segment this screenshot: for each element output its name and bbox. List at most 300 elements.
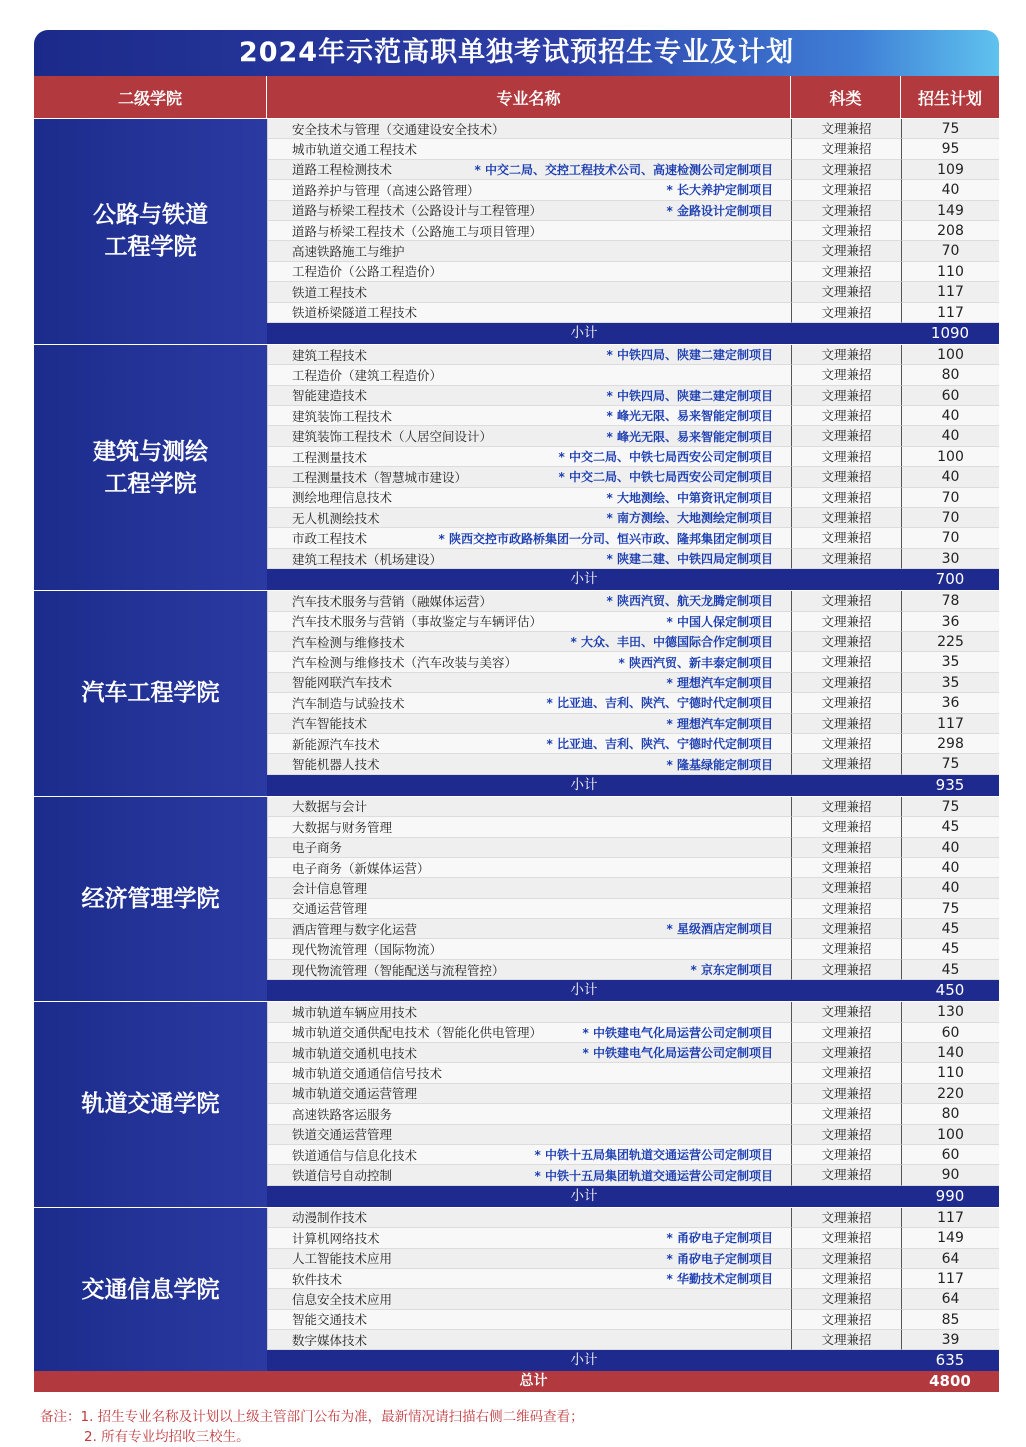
table-row — [267, 119, 999, 139]
major-name: 现代物流管理（国际物流） — [292, 942, 443, 958]
table-row — [267, 447, 999, 467]
table-row — [267, 1228, 999, 1248]
table-row — [267, 939, 999, 959]
subtotal-row — [267, 1186, 999, 1207]
custom-project-note: * 甬矽电子定制项目 — [666, 1231, 773, 1246]
major-name: 安全技术与管理（交通建设安全技术） — [292, 121, 505, 137]
subtotal-row — [267, 569, 999, 590]
custom-project-note: * 中铁四局、陕建二建定制项目 — [606, 348, 773, 363]
plan-cell: 110 — [901, 262, 999, 282]
plan-cell: 149 — [901, 1228, 999, 1248]
plan-cell: 75 — [901, 119, 999, 139]
category-cell: 文理兼招 — [791, 1084, 901, 1104]
subtotal-label: 小计 — [570, 1352, 598, 1369]
plan-cell: 117 — [901, 1269, 999, 1289]
plan-cell: 100 — [901, 447, 999, 467]
category-cell: 文理兼招 — [791, 426, 901, 446]
plan-cell: 40 — [901, 838, 999, 858]
college-name — [34, 345, 267, 590]
table-row — [267, 488, 999, 508]
category-cell: 文理兼招 — [791, 488, 901, 508]
table-row — [267, 1208, 999, 1228]
subtotal-value: 700 — [935, 570, 965, 589]
subtotal-value: 450 — [935, 981, 965, 1000]
custom-project-note: * 大地测绘、中第资讯定制项目 — [606, 490, 773, 505]
major-name: 无人机测绘技术 — [292, 510, 380, 526]
custom-project-note: * 京东定制项目 — [690, 963, 773, 978]
major-name: 软件技术 — [292, 1271, 343, 1287]
custom-project-note: * 中国人保定制项目 — [666, 614, 773, 629]
custom-project-note: * 中交二局、交控工程技术公司、高速检测公司定制项目 — [474, 162, 773, 177]
category-cell: 文理兼招 — [791, 734, 901, 754]
category-cell: 文理兼招 — [791, 899, 901, 919]
category-cell: 文理兼招 — [791, 1310, 901, 1330]
major-name: 工程测量技术 — [292, 449, 368, 465]
plan-cell: 40 — [901, 426, 999, 446]
major-name: 城市轨道交通供配电技术（智能化供电管理） — [292, 1025, 543, 1041]
major-name: 建筑装饰工程技术（人居空间设计） — [292, 429, 493, 445]
major-name: 酒店管理与数字化运营 — [292, 921, 418, 937]
custom-project-note: * 甬矽电子定制项目 — [666, 1251, 773, 1266]
plan-cell: 70 — [901, 241, 999, 261]
table-row — [267, 528, 999, 548]
major-name: 高速铁路施工与维护 — [292, 244, 405, 260]
header-major: 专业名称 — [267, 76, 791, 118]
major-name: 汽车智能技术 — [292, 716, 368, 732]
college-name — [34, 119, 267, 344]
major-name: 工程造价（建筑工程造价） — [292, 367, 443, 383]
major-name: 建筑装饰工程技术 — [292, 408, 393, 424]
subtotal-value: 635 — [935, 1351, 965, 1370]
major-name: 道路工程检测技术 — [292, 162, 393, 178]
category-cell: 文理兼招 — [791, 119, 901, 139]
table-row — [267, 139, 999, 159]
plan-cell: 75 — [901, 754, 999, 774]
major-name: 交通运营管理 — [292, 901, 368, 917]
plan-cell: 149 — [901, 201, 999, 221]
table-row — [267, 960, 999, 980]
table-row — [267, 693, 999, 713]
table-row — [267, 345, 999, 365]
custom-project-note: * 比亚迪、吉利、陕汽、宁德时代定制项目 — [546, 737, 773, 752]
custom-project-note: * 理想汽车定制项目 — [666, 716, 773, 731]
major-name: 城市轨道交通运营管理 — [292, 1086, 418, 1102]
category-cell: 文理兼招 — [791, 754, 901, 774]
category-cell: 文理兼招 — [791, 549, 901, 569]
category-cell: 文理兼招 — [791, 528, 901, 548]
major-name: 城市轨道交通工程技术 — [292, 142, 418, 158]
custom-project-note: * 大众、丰田、中德国际合作定制项目 — [570, 635, 773, 650]
category-cell: 文理兼招 — [791, 939, 901, 959]
major-name: 智能网联汽车技术 — [292, 675, 393, 691]
plan-cell: 140 — [901, 1043, 999, 1063]
plan-cell: 90 — [901, 1165, 999, 1185]
table-row — [267, 673, 999, 693]
major-name: 汽车技术服务与营销（事故鉴定与车辆评估） — [292, 614, 543, 630]
custom-project-note: * 峰光无限、易来智能定制项目 — [606, 429, 773, 444]
remarks-line-1: 1. 招生专业名称及计划以上级主管部门公布为准，最新情况请扫描右侧二维码查看； — [80, 1409, 584, 1425]
table-row — [267, 612, 999, 632]
table-row — [267, 241, 999, 261]
major-name: 汽车技术服务与营销（融媒体运营） — [292, 593, 493, 609]
college-name — [34, 1208, 267, 1372]
plan-cell: 225 — [901, 632, 999, 652]
college-section — [34, 590, 999, 796]
table-row — [267, 1165, 999, 1185]
custom-project-note: * 中铁建电气化局运营公司定制项目 — [582, 1025, 773, 1040]
table-row — [267, 160, 999, 180]
subtotal-label: 小计 — [570, 571, 598, 588]
category-cell: 文理兼招 — [791, 632, 901, 652]
major-name: 铁道交通运营管理 — [292, 1127, 393, 1143]
table-row — [267, 221, 999, 241]
plan-cell: 36 — [901, 693, 999, 713]
plan-cell: 40 — [901, 878, 999, 898]
plan-cell: 45 — [901, 817, 999, 837]
subtotal-label: 小计 — [570, 776, 598, 793]
subtotal-row — [267, 1350, 999, 1371]
plan-cell: 117 — [901, 714, 999, 734]
category-cell: 文理兼招 — [791, 960, 901, 980]
category-cell: 文理兼招 — [791, 345, 901, 365]
custom-project-note: * 长大养护定制项目 — [666, 183, 773, 198]
major-name: 道路与桥梁工程技术（公路施工与项目管理） — [292, 223, 543, 239]
plan-cell: 109 — [901, 160, 999, 180]
category-cell: 文理兼招 — [791, 365, 901, 385]
plan-cell: 220 — [901, 1084, 999, 1104]
plan-cell: 78 — [901, 591, 999, 611]
major-name: 道路养护与管理（高速公路管理） — [292, 182, 480, 198]
category-cell: 文理兼招 — [791, 858, 901, 878]
category-cell: 文理兼招 — [791, 1249, 901, 1269]
college-section — [34, 118, 999, 344]
college-section — [34, 344, 999, 590]
plan-cell: 100 — [901, 1125, 999, 1145]
major-name: 电子商务（新媒体运营） — [292, 860, 430, 876]
plan-cell: 39 — [901, 1330, 999, 1350]
major-name: 市政工程技术 — [292, 531, 368, 547]
table-row — [267, 734, 999, 754]
category-cell: 文理兼招 — [791, 612, 901, 632]
category-cell: 文理兼招 — [791, 1228, 901, 1248]
table-row — [267, 591, 999, 611]
category-cell: 文理兼招 — [791, 1208, 901, 1228]
college-name-line: 交通信息学院 — [81, 1276, 220, 1303]
major-name: 动漫制作技术 — [292, 1210, 368, 1226]
category-cell: 文理兼招 — [791, 386, 901, 406]
plan-cell: 30 — [901, 549, 999, 569]
plan-cell: 40 — [901, 467, 999, 487]
table-row — [267, 1249, 999, 1269]
subtotal-value: 990 — [935, 1186, 965, 1205]
header-plan: 招生计划 — [917, 88, 982, 108]
category-cell: 文理兼招 — [791, 1330, 901, 1350]
table-row — [267, 426, 999, 446]
table-row — [267, 878, 999, 898]
enrollment-table — [34, 30, 999, 1392]
table-row — [267, 1023, 999, 1043]
table-row — [267, 1145, 999, 1165]
header-college: 二级学院 — [34, 76, 267, 118]
subtotal-label: 小计 — [570, 1187, 598, 1204]
category-cell: 文理兼招 — [791, 838, 901, 858]
college-name-line: 工程学院 — [104, 470, 197, 497]
table-row — [267, 714, 999, 734]
custom-project-note: * 南方测绘、大地测绘定制项目 — [606, 511, 773, 526]
category-cell: 文理兼招 — [791, 919, 901, 939]
subtotal-row — [267, 775, 999, 796]
table-row — [267, 858, 999, 878]
custom-project-note: * 星级酒店定制项目 — [666, 922, 773, 937]
custom-project-note: * 金路设计定制项目 — [666, 203, 773, 218]
table-row — [267, 919, 999, 939]
major-name: 铁道工程技术 — [292, 284, 368, 300]
remarks-label: 备注： — [40, 1409, 81, 1425]
major-name: 计算机网络技术 — [292, 1230, 380, 1246]
table-row — [267, 303, 999, 323]
category-cell: 文理兼招 — [791, 201, 901, 221]
category-cell: 文理兼招 — [791, 1043, 901, 1063]
college-name — [34, 591, 267, 796]
major-name: 智能建造技术 — [292, 388, 368, 404]
category-cell: 文理兼招 — [791, 1125, 901, 1145]
plan-cell: 298 — [901, 734, 999, 754]
category-cell: 文理兼招 — [791, 1269, 901, 1289]
table-row — [267, 838, 999, 858]
category-cell: 文理兼招 — [791, 180, 901, 200]
table-row — [267, 1043, 999, 1063]
plan-cell: 75 — [901, 797, 999, 817]
major-name: 会计信息管理 — [292, 880, 368, 896]
plan-cell: 117 — [901, 303, 999, 323]
category-cell: 文理兼招 — [791, 1002, 901, 1022]
table-row — [267, 1330, 999, 1350]
header-category: 科类 — [791, 76, 901, 118]
category-cell: 文理兼招 — [791, 878, 901, 898]
major-name: 铁道通信与信息化技术 — [292, 1147, 418, 1163]
category-cell: 文理兼招 — [791, 1165, 901, 1185]
plan-cell: 40 — [901, 180, 999, 200]
table-row — [267, 1289, 999, 1309]
category-cell: 文理兼招 — [791, 221, 901, 241]
major-name: 城市轨道交通机电技术 — [292, 1045, 418, 1061]
custom-project-note: * 陕西交控市政路桥集团一分司、恒兴市政、隆邦集团定制项目 — [438, 531, 773, 546]
college-name — [34, 797, 267, 1002]
total-value: 4800 — [929, 1372, 971, 1391]
major-name: 人工智能技术应用 — [292, 1251, 393, 1267]
plan-cell: 35 — [901, 673, 999, 693]
category-cell: 文理兼招 — [791, 652, 901, 672]
major-name: 电子商务 — [292, 840, 343, 856]
plan-cell: 117 — [901, 1208, 999, 1228]
remarks — [40, 1407, 584, 1447]
category-cell: 文理兼招 — [791, 591, 901, 611]
college-section — [34, 1207, 999, 1372]
major-name: 城市轨道车辆应用技术 — [292, 1004, 418, 1020]
table-row — [267, 467, 999, 487]
major-name: 大数据与会计 — [292, 799, 368, 815]
subtotal-value: 1090 — [930, 323, 970, 342]
subtotal-row — [267, 323, 999, 344]
plan-cell: 45 — [901, 939, 999, 959]
major-name: 铁道桥梁隧道工程技术 — [292, 305, 418, 321]
category-cell: 文理兼招 — [791, 693, 901, 713]
category-cell: 文理兼招 — [791, 817, 901, 837]
custom-project-note: * 中交二局、中铁七局西安公司定制项目 — [558, 470, 773, 485]
table-header — [34, 76, 999, 118]
plan-cell: 64 — [901, 1289, 999, 1309]
custom-project-note: * 峰光无限、易来智能定制项目 — [606, 409, 773, 424]
table-row — [267, 1125, 999, 1145]
table-body — [34, 118, 999, 1371]
custom-project-note: * 中铁十五局集团轨道交通运营公司定制项目 — [534, 1148, 773, 1163]
table-row — [267, 549, 999, 569]
major-name: 工程造价（公路工程造价） — [292, 264, 443, 280]
college-name-line: 汽车工程学院 — [81, 680, 220, 707]
category-cell: 文理兼招 — [791, 1289, 901, 1309]
category-cell: 文理兼招 — [791, 673, 901, 693]
plan-cell: 85 — [901, 1310, 999, 1330]
plan-cell: 117 — [901, 282, 999, 302]
major-name: 测绘地理信息技术 — [292, 490, 393, 506]
custom-project-note: * 陕西汽贸、新丰泰定制项目 — [618, 655, 773, 670]
major-name: 数字媒体技术 — [292, 1332, 368, 1348]
custom-project-note: * 陕建二建、中铁四局定制项目 — [606, 552, 773, 566]
plan-cell: 40 — [901, 858, 999, 878]
table-row — [267, 508, 999, 528]
plan-cell: 70 — [901, 488, 999, 508]
major-name: 铁道信号自动控制 — [292, 1168, 393, 1184]
plan-cell: 208 — [901, 221, 999, 241]
total-row — [34, 1371, 999, 1392]
major-name: 工程测量技术（智慧城市建设） — [292, 469, 468, 485]
major-name: 高速铁路客运服务 — [292, 1106, 393, 1122]
custom-project-note: * 中铁建电气化局运营公司定制项目 — [582, 1046, 773, 1061]
table-row — [267, 262, 999, 282]
table-row — [267, 1084, 999, 1104]
table-row — [267, 817, 999, 837]
page-title: 2024年示范高职单独考试预招生专业及计划 — [34, 30, 999, 76]
college-name-line: 工程学院 — [104, 234, 197, 261]
subtotal-label: 小计 — [570, 982, 598, 999]
plan-cell: 80 — [901, 1104, 999, 1124]
subtotal-value: 935 — [935, 775, 965, 794]
plan-cell: 110 — [901, 1063, 999, 1083]
category-cell: 文理兼招 — [791, 467, 901, 487]
major-name: 汽车制造与试验技术 — [292, 695, 405, 711]
custom-project-note: * 隆基绿能定制项目 — [666, 757, 773, 772]
major-name: 新能源汽车技术 — [292, 736, 380, 752]
major-name: 智能机器人技术 — [292, 757, 380, 773]
category-cell: 文理兼招 — [791, 282, 901, 302]
table-row — [267, 652, 999, 672]
remarks-line-2: 2. 所有专业均招收三校生。 — [84, 1429, 250, 1445]
category-cell: 文理兼招 — [791, 262, 901, 282]
table-row — [267, 282, 999, 302]
category-cell: 文理兼招 — [791, 303, 901, 323]
table-row — [267, 406, 999, 426]
plan-cell: 60 — [901, 1145, 999, 1165]
custom-project-note: * 中铁四局、陕建二建定制项目 — [606, 388, 773, 403]
college-section — [34, 796, 999, 1002]
custom-project-note: * 陕西汽贸、航天龙腾定制项目 — [606, 594, 773, 609]
custom-project-note: * 中铁十五局集团轨道交通运营公司定制项目 — [534, 1168, 773, 1183]
college-name-line: 轨道交通学院 — [81, 1091, 220, 1118]
major-name: 道路与桥梁工程技术（公路设计与工程管理） — [292, 203, 543, 219]
table-row — [267, 754, 999, 774]
plan-cell: 130 — [901, 1002, 999, 1022]
plan-cell: 64 — [901, 1249, 999, 1269]
category-cell: 文理兼招 — [791, 139, 901, 159]
table-row — [267, 1002, 999, 1022]
subtotal-row — [267, 980, 999, 1001]
custom-project-note: * 理想汽车定制项目 — [666, 675, 773, 690]
table-row — [267, 1310, 999, 1330]
plan-cell: 70 — [901, 528, 999, 548]
plan-cell: 60 — [901, 1023, 999, 1043]
custom-project-note: * 华勤技术定制项目 — [666, 1272, 773, 1287]
major-name: 智能交通技术 — [292, 1312, 368, 1328]
plan-cell: 70 — [901, 508, 999, 528]
table-row — [267, 797, 999, 817]
total-label: 总计 — [519, 1373, 548, 1390]
plan-cell: 35 — [901, 652, 999, 672]
major-name: 汽车检测与维修技术 — [292, 634, 405, 650]
college-name — [34, 1002, 267, 1207]
category-cell: 文理兼招 — [791, 797, 901, 817]
table-row — [267, 386, 999, 406]
category-cell: 文理兼招 — [791, 1145, 901, 1165]
category-cell: 文理兼招 — [791, 447, 901, 467]
category-cell: 文理兼招 — [791, 241, 901, 261]
category-cell: 文理兼招 — [791, 160, 901, 180]
table-row — [267, 632, 999, 652]
category-cell: 文理兼招 — [791, 406, 901, 426]
category-cell: 文理兼招 — [791, 1063, 901, 1083]
category-cell: 文理兼招 — [791, 1023, 901, 1043]
major-name: 汽车检测与维修技术（汽车改装与美容） — [292, 655, 518, 671]
college-section — [34, 1001, 999, 1207]
table-row — [267, 365, 999, 385]
table-row — [267, 1269, 999, 1289]
plan-cell: 95 — [901, 139, 999, 159]
plan-cell: 75 — [901, 899, 999, 919]
major-name: 信息安全技术应用 — [292, 1292, 393, 1307]
plan-cell: 40 — [901, 406, 999, 426]
category-cell: 文理兼招 — [791, 714, 901, 734]
major-name: 城市轨道交通通信信号技术 — [292, 1066, 443, 1082]
major-name: 建筑工程技术（机场建设） — [292, 551, 443, 567]
table-row — [267, 180, 999, 200]
category-cell: 文理兼招 — [791, 1104, 901, 1124]
plan-cell: 45 — [901, 960, 999, 980]
college-name-line: 公路与铁道 — [93, 202, 208, 229]
table-row — [267, 1104, 999, 1124]
category-cell: 文理兼招 — [791, 508, 901, 528]
plan-cell: 80 — [901, 365, 999, 385]
subtotal-label: 小计 — [570, 324, 598, 341]
college-name-line: 经济管理学院 — [81, 885, 220, 912]
major-name: 建筑工程技术 — [292, 347, 368, 363]
plan-cell: 60 — [901, 386, 999, 406]
custom-project-note: * 中交二局、中铁七局西安公司定制项目 — [558, 450, 773, 465]
major-name: 现代物流管理（智能配送与流程管控） — [292, 962, 505, 978]
plan-cell: 100 — [901, 345, 999, 365]
table-row — [267, 201, 999, 221]
plan-cell: 36 — [901, 612, 999, 632]
table-row — [267, 1063, 999, 1083]
plan-cell: 45 — [901, 919, 999, 939]
